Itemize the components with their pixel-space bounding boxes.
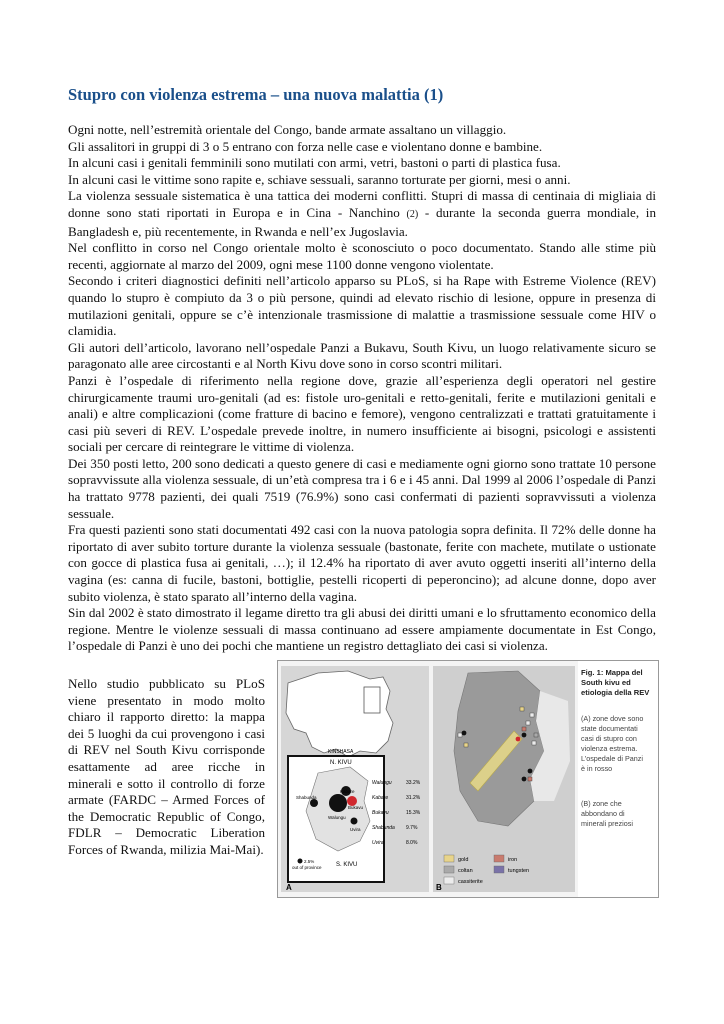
legend-swatch-gold	[444, 855, 454, 862]
mineral-marker	[526, 721, 530, 725]
loc-kabare: Kabare	[372, 795, 389, 801]
figure-map	[277, 660, 659, 898]
caption-a-line: state documentati	[581, 724, 638, 733]
walungu-label: Walungu	[328, 815, 346, 820]
pct-bukavu: 15.3%	[406, 810, 421, 816]
paragraph: Fra questi pazienti sono stati documentati 492 casi con la nuova patologia sopra definita. Il 72% delle donne ha riportato di aver subito torture durante la violenza sessuale (bastonate, ferite con machete, mutilate o ustionate con gocce di plastica fusa ai genitali, …); il 12.4% ha riportato di aver avuto oggetti inseriti all’interno della vagina (es: canna di fucile, bastoni, bottiglie, pestelli ricoperti di peperoncino); ad alcune donne, dopo aver subito violenza, è stato sparato all’interno della vagina.	[68, 522, 656, 604]
paragraph-text: - durante la seconda guerra mondiale, in Bangladesh e, più recentemente, in Rwanda e nell’ex Jugoslavia.	[68, 204, 656, 239]
bukavu-label: Bukavu	[348, 805, 364, 810]
legend-coltan: coltan	[458, 868, 473, 874]
shabunda-label: Shabunda	[296, 795, 317, 800]
out-pct-label: 2.5%	[304, 859, 315, 864]
legend-swatch-coltan	[444, 866, 454, 873]
legend-swatch-cassiterite	[444, 877, 454, 884]
legend-cassiterite: cassiterite	[458, 879, 483, 885]
out-province-label: out of province	[292, 865, 322, 870]
caption-title-line: Fig. 1: Mappa del	[581, 668, 643, 677]
paragraph: Secondo i criteri diagnostici definiti nell’articolo apparso su PLoS, si ha Rape with Estreme Violence (REV) quando lo stupro è compiuto da 3 o più persone, quindi ad elevato rischio di lesione, oppure in presenza di mutilazioni genitali, oppure se c’è intenzionale trasmissione di malattie a trasmissione sessuale come HIV o clamidia.	[68, 273, 656, 339]
pct-uvira: 8.0%	[406, 840, 418, 846]
footnote-ref: (2)	[406, 208, 419, 220]
caption-a-line: violenza estrema.	[581, 744, 638, 753]
paragraph-text: La violenza sessuale sistematica è una tattica dei moderni conflitti. Stupri di massa di centinaia di migliaia di donne sono stati riportati in Europa e in Cina - Nanchino	[68, 188, 656, 220]
figure-svg	[278, 661, 658, 897]
mineral-marker	[530, 713, 534, 717]
mineral-marker	[528, 777, 532, 781]
marker-uvira	[351, 818, 358, 825]
caption-a-line: L’ospedale di Panzi	[581, 754, 643, 763]
loc-bukavu: Bukavu	[372, 810, 389, 816]
loc-walungu: Walungu	[372, 780, 392, 786]
legend-iron: iron	[508, 857, 518, 863]
case-marker	[462, 731, 467, 736]
legend-tungsten: tungsten	[508, 868, 530, 874]
pct-kabare: 31.2%	[406, 795, 421, 801]
mineral-marker	[532, 741, 536, 745]
article-body	[68, 122, 656, 655]
marker-out-of-province	[298, 859, 303, 864]
page-title: Stupro con violenza estrema – una nuova malattia (1)	[68, 85, 444, 104]
kabare-label: Kabare	[340, 789, 355, 794]
marker-shabunda	[310, 799, 318, 807]
case-marker	[522, 733, 527, 738]
case-marker	[522, 777, 527, 782]
panzi-marker	[516, 737, 521, 742]
paragraph: Nel conflitto in corso nel Congo orientale molto è sconosciuto o poco documentato. Stando alle stime più recenti, aggiornate al marzo del 2009, ogni mese 1100 donne vengono violentate.	[68, 240, 656, 272]
s-kivu-label: S. KIVU	[336, 862, 358, 868]
pct-walungu: 33.2%	[406, 780, 421, 786]
paragraph: Dei 350 posti letto, 200 sono dedicati a questo genere di casi e mediamente ogni giorno sono trattate 10 persone sopravvissute alla violenza sessuale, di un’età compresa tra i 6 e i 45 anni. Dal 1999 al 2006 l’ospedale di Panzi ha trattato 9778 pazienti, dei quali 7519 (76.9%) sono casi confermati di pazienti sopravvissuti a violenza sessuale.	[68, 455, 656, 521]
caption-a-line: è in rosso	[581, 764, 613, 773]
paragraph: In alcuni casi i genitali femminili sono mutilati con armi, vetri, bastoni o parti di plastica fusa.	[68, 155, 561, 171]
panel-a-label: A	[286, 883, 292, 892]
caption-a-line: (A) zone dove sono	[581, 714, 644, 723]
mineral-marker	[534, 733, 538, 737]
panel-b-label: B	[436, 883, 442, 892]
caption-title-line: South kivu ed	[581, 678, 631, 687]
uvira-label: Uvira	[350, 827, 361, 832]
paragraph: In alcuni casi le vittime sono rapite e, schiave sessuali, saranno torturate per giorni, mesi o anni.	[68, 171, 571, 187]
paragraph: Panzi è l’ospedale di riferimento nella regione dove, grazie all’esperienza degli operatori nel gestire chirurgicamente traumi uro-genitali (ad es: fistole uro-genitali e retto-genitali, ferite e mutilazioni genitali e anali) e altre complicazioni (come fratture di bacino e femore), vengono centralizzati e trattati gratuitamente i casi più severi di REV. L’ospedale prevede inoltre, in numero insufficiente ai bisogni, psicologi e assistenti sociali per cercare di reintegrare le vittime di violenza.	[68, 372, 656, 455]
paragraph: Sin dal 2002 è stato dimostrato il legame diretto tra gli abusi dei diritti umani e lo sfruttamento economico della regione. Mentre le violenze sessuali di massa continuano ad essere ampiamente documentate in Est Congo, l’ospedale di Panzi è uno dei pochi che mantiene un registro dettagliato dei casi si violenza.	[68, 605, 656, 654]
caption-b-line: (B) zone che	[581, 799, 622, 808]
paragraph	[68, 188, 656, 240]
mineral-marker	[520, 707, 524, 711]
mineral-marker	[522, 727, 526, 731]
n-kivu-label: N. KIVU	[330, 760, 352, 766]
loc-shabunda: Shabunda	[372, 825, 395, 831]
paragraph: Gli autori dell’articolo, lavorano nell’ospedale Panzi a Bukavu, South Kivu, un luogo relativamente sicuro se paragonato alle aree circostanti e al North Kivu dove sono in corso scontri militari.	[68, 339, 656, 372]
marker-walungu	[329, 794, 347, 812]
kinshasa-label: KINSHASA	[328, 749, 354, 755]
caption-a-line: casi di stupro con	[581, 734, 637, 743]
caption-b-line: abbondano di	[581, 809, 625, 818]
side-paragraph: Nello studio pubblicato su PLoS viene presentato in modo molto chiaro il rapporto diretto: la mappa dei 5 luoghi da cui provengono i casi di REV nel South Kivu corrisponde esattamente ad aree ricche in minerali e sotto il controllo di forze armate (FARDC – Armed Forces of the Democratic Republic of Congo, FDLR – Democratic Liberation Forces of Rwanda, milizia Mai-Mai).	[68, 676, 265, 857]
legend-swatch-tungsten	[494, 866, 504, 873]
legend-swatch-iron	[494, 855, 504, 862]
caption-b-line: minerali preziosi	[581, 819, 633, 828]
paragraph: Ogni notte, nell’estremità orientale del Congo, bande armate assaltano un villaggio.	[68, 122, 507, 137]
paragraph: Gli assalitori in gruppi di 3 o 5 entrano con forza nelle case e violentano donne e bambine.	[68, 138, 543, 154]
loc-uvira: Uvira	[372, 840, 384, 846]
caption-title-line: etiologia della REV	[581, 688, 650, 697]
legend-gold: gold	[458, 857, 469, 863]
mineral-marker	[464, 743, 468, 747]
pct-shabunda: 9.7%	[406, 825, 418, 831]
mineral-marker	[458, 733, 462, 737]
case-marker	[528, 769, 533, 774]
